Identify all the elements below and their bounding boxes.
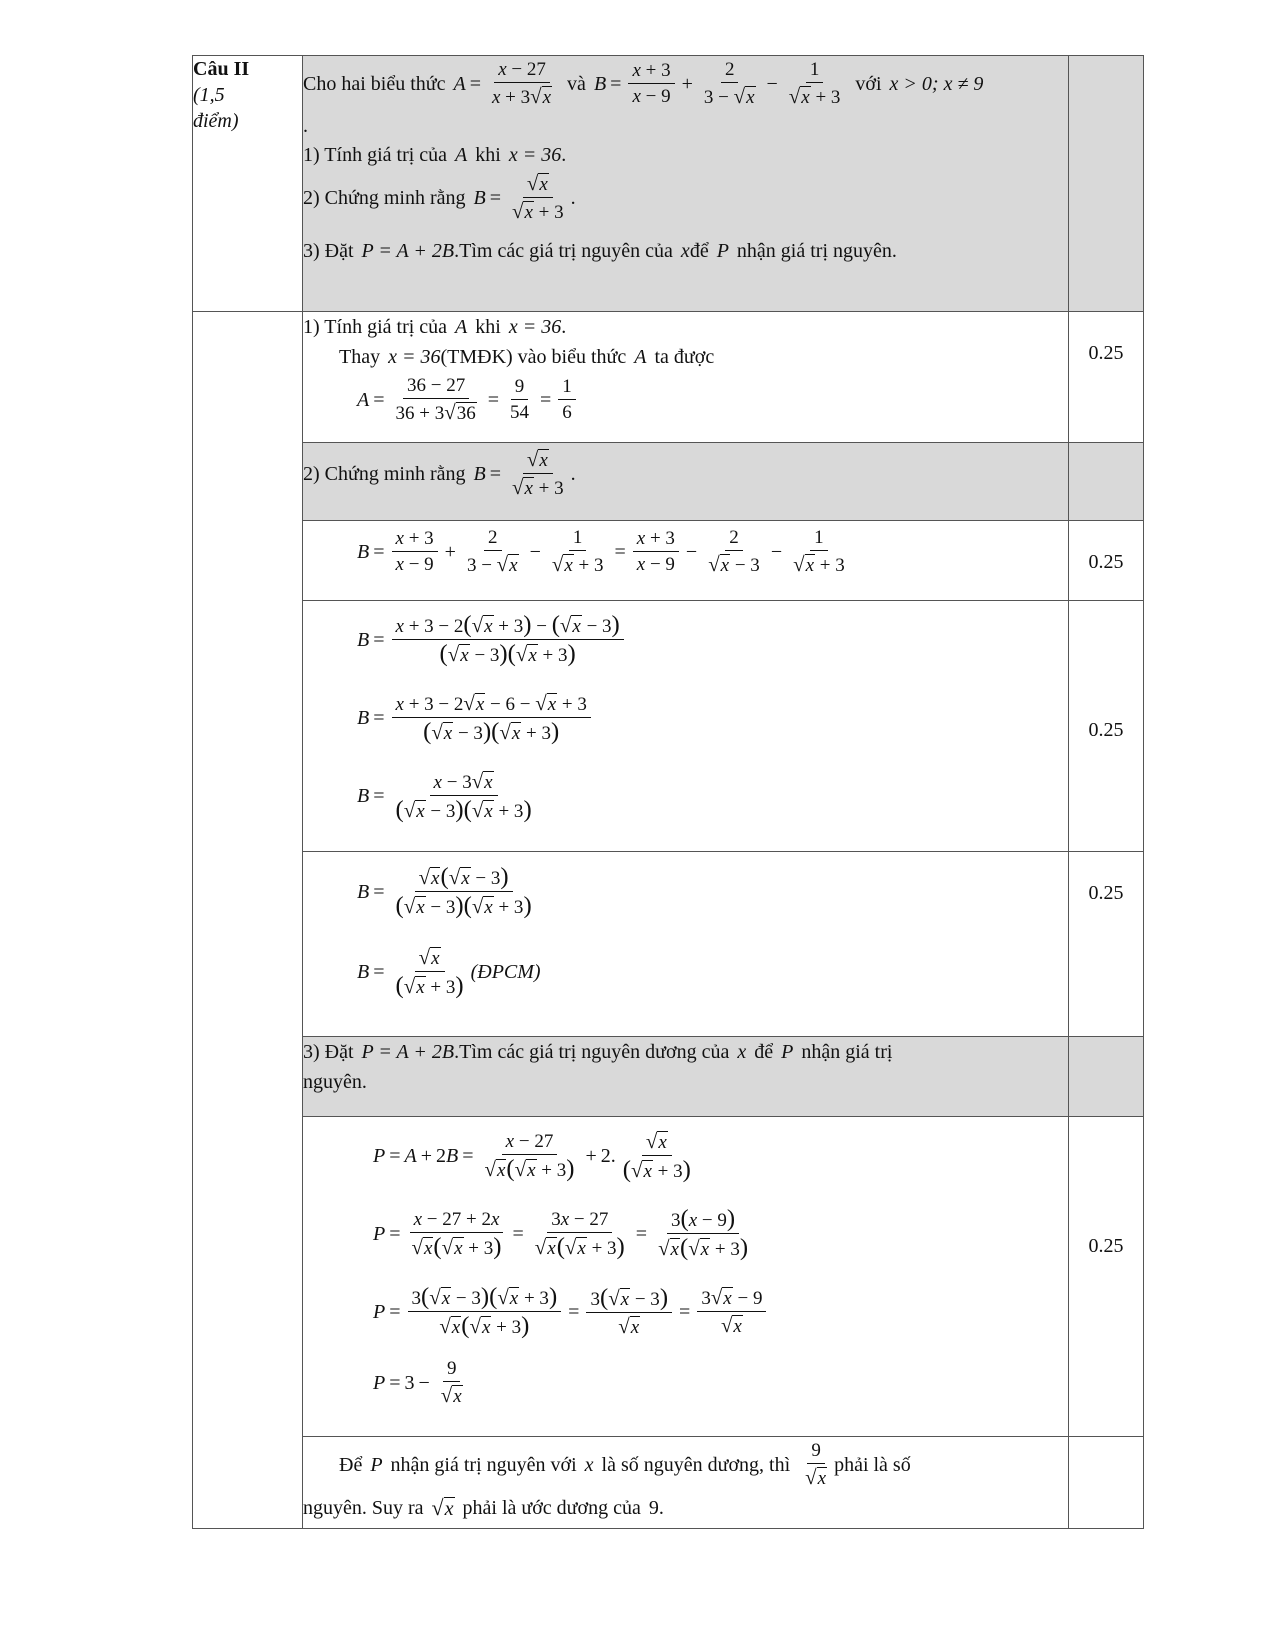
q1-when: khi <box>475 144 501 166</box>
problem-and: và <box>567 73 586 95</box>
part3-condition-score <box>1069 1437 1144 1529</box>
part3-title: 3) Đặt P = A + 2B .Tìm các giá trị nguyên dương của x để P nhận giá trị nguyên. <box>303 1037 1069 1117</box>
part3-condition: Để P nhận giá trị nguyên với x là số nguyên dương, thì $\frac{9}{√x}$ phải là số nguyên. Suy ra √x phải là ước dương của 9 . <box>303 1437 1069 1529</box>
sym-P: P <box>716 240 729 262</box>
part3-derivation: P = A + 2 B = $\frac{x - 27}{√x(√x + 3)}$ + 2. $\frac{√x}{(√x + 3)}$ P = $\frac{x - 27 + 2x}{√x(√x + 3)}$ = $\frac{3x - 27}{√x(√x + 3)}$ = $\frac{3(x - 9)}{√x(√x + 3)}$ P = $\frac{3(√x - 3)(√x + 3)}{√x(√x + 3)}$ = $\frac{3(√x - 3)}{√x}$ = $\frac{3√x - 9}{√x}$ P = 3 − $\frac{9}{√x}$ <box>303 1117 1069 1437</box>
part2-step3: B = $\frac{√x(√x - 3)}{(√x - 3)(√x + 3)}$ B = $\frac{√x}{(√x + 3)}$ (ĐPCM) <box>303 852 1069 1037</box>
problem-with: với <box>855 73 882 95</box>
sym-A: A <box>455 144 468 166</box>
part2-step1-row <box>193 521 1144 601</box>
q3-c: để <box>689 240 709 262</box>
problem-q2: 2) Chứng minh rằng <box>303 187 466 209</box>
sym-x: x <box>680 240 690 262</box>
part1-title: 1) Tính giá trị của <box>303 316 448 338</box>
part2-step3-row <box>193 852 1144 1037</box>
cond-a: Để <box>339 1454 363 1476</box>
answer-table <box>192 55 1144 1529</box>
dpcm: (ĐPCM) <box>470 961 541 983</box>
q1-cond: x = 36 <box>508 144 562 166</box>
problem-condition: x > 0; x ≠ 9 <box>889 73 984 95</box>
part2-score2: 0.25 <box>1069 601 1144 852</box>
cond-f: phải là ước dương của <box>462 1497 641 1519</box>
part2-step1: B = $\frac{x + 3}{x - 9}$ + $\frac{2}{3 - √x}$ − $\frac{1}{√x + 3}$ = $\frac{x + 3}{x - 9}$ − $\frac{2}{√x - 3}$ − $\frac{1}{√x + 3}$ <box>303 521 1069 601</box>
part3-condition-row <box>193 1437 1144 1529</box>
question-number: Câu II <box>193 58 250 80</box>
problem-q1: 1) Tính giá trị của <box>303 144 448 166</box>
q3-d: nhận giá trị nguyên. <box>736 240 897 262</box>
cond-b: nhận giá trị nguyên với <box>390 1454 577 1476</box>
part2-title-row <box>193 443 1144 521</box>
part1-when: khi <box>475 316 501 338</box>
q3-b: .Tìm các giá trị nguyên của <box>454 240 673 262</box>
problem-intro: Cho hai biểu thức <box>303 73 446 95</box>
part2-title-score <box>1069 443 1144 521</box>
problem-row <box>193 56 1144 312</box>
part2-score3: 0.25 <box>1069 852 1144 1037</box>
formula-A: $\frac{x - 27}{x + 3√x}$ <box>491 59 552 108</box>
cond-nine: 9 <box>648 1497 659 1519</box>
problem-statement: Cho hai biểu thức A = $\frac{x - 27}{x + 3√x}$ và B = $\frac{x + 3}{x - 9}$ + $\frac{2}{3 - √x}$ − $\frac{1}{√x + 3}$ với x > 0; x ≠ 9 . 1) Tính giá trị của A khi x = 36 . 2) Chứng minh rằng B = $\frac{√x}{√x + 3}$ . 3) Đặt P = A + 2B .Tìm các giá trị nguyên của x để P nhận giá trị nguyên. <box>303 56 1069 312</box>
label-blank <box>193 312 303 1529</box>
p-def: P = A + 2B <box>361 240 455 262</box>
question-label <box>193 56 303 312</box>
part1-sub-a: Thay <box>339 346 381 368</box>
part3-title-d: nhận giá trị <box>801 1041 893 1063</box>
part1-row <box>193 312 1144 443</box>
part3-title-e: nguyên. <box>303 1071 367 1093</box>
cond-e: nguyên. Suy ra <box>303 1497 424 1519</box>
part3-title-score <box>1069 1037 1144 1117</box>
part2-step2: B = $\frac{x + 3 - 2(√x + 3) - (√x - 3)}{(√x - 3)(√x + 3)}$ B = $\frac{x + 3 - 2√x - 6 - √x + 3}{(√x - 3)(√x + 3)}$ B = $\frac{x - 3√x}{(√x - 3)(√x + 3)}$ <box>303 601 1069 852</box>
part3-pdef: P = A + 2B <box>361 1041 455 1063</box>
problem-dot: . <box>303 115 308 137</box>
part3-title-row <box>193 1037 1144 1117</box>
problem-score <box>1069 56 1144 312</box>
part2-score1: 0.25 <box>1069 521 1144 601</box>
points-line1: (1,5 <box>193 84 225 106</box>
part3-title-b: .Tìm các giá trị nguyên dương của <box>454 1041 730 1063</box>
part2-step2-row <box>193 601 1144 852</box>
problem-q3: 3) Đặt <box>303 240 354 262</box>
part2-title: 2) Chứng minh rằng B = $\frac{√x}{√x + 3}$ . <box>303 443 1069 521</box>
cond-d: phải là số <box>834 1454 911 1476</box>
part1-content: 1) Tính giá trị của A khi x = 36 . Thay x = 36 (TMĐK) vào biểu thức A ta được A = $\frac{36 - 27}{36 + 3√36}$ = $\frac{9}{54}$ = $\frac{1}{6}$ <box>303 312 1069 443</box>
part1-sub-cond: x = 36 <box>388 346 441 368</box>
part1-cond: x = 36 <box>508 316 562 338</box>
points-line2: điểm) <box>193 110 239 132</box>
cond-end: . <box>658 1497 664 1519</box>
part3-title-c: để <box>754 1041 774 1063</box>
part3-derivation-row <box>193 1117 1144 1437</box>
part3-score: 0.25 <box>1069 1117 1144 1437</box>
cond-c: là số nguyên dương, thì <box>601 1454 791 1476</box>
part1-sub-b: (TMĐK) vào biểu thức <box>440 346 627 368</box>
part1-score: 0.25 <box>1069 312 1144 443</box>
part1-sub-c: ta được <box>654 346 715 368</box>
part3-title-a: 3) Đặt <box>303 1041 354 1063</box>
part2-title-text: 2) Chứng minh rằng <box>303 463 466 485</box>
